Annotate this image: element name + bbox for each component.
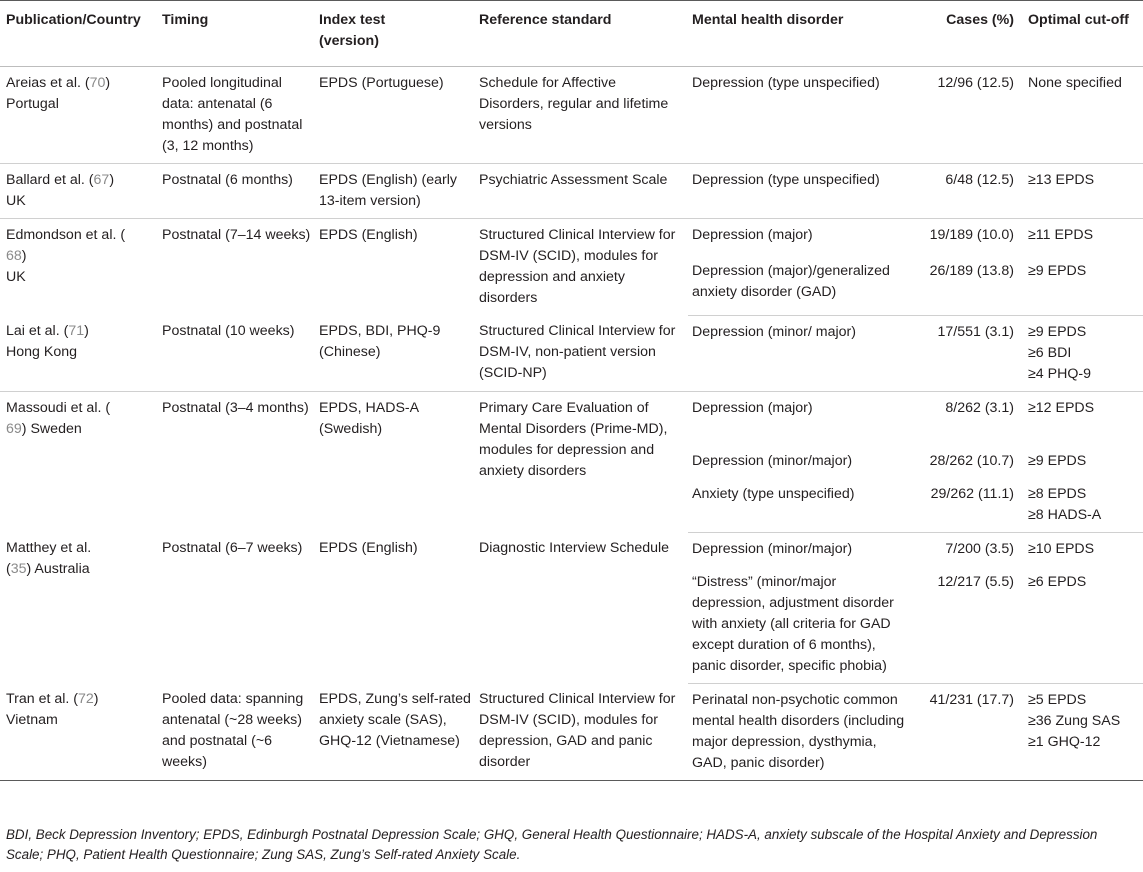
cases-cell: 17/551 (3.1) (910, 315, 1024, 391)
header-row (0, 1, 1143, 67)
reference-standard-cell: Diagnostic Interview Schedule (479, 540, 670, 556)
header-reference: Reference standard (475, 1, 688, 67)
disorder-cell: Depression (major) (692, 399, 813, 416)
timing-cell: Postnatal (6 months) (158, 164, 315, 219)
cutoff-cell: ≥10 EPDS (1028, 540, 1095, 557)
table-footnote (6, 825, 1136, 865)
publication-cell: Edmondson et al. ( 68) UK (0, 219, 158, 316)
cases-cell: 29/262 (11.1) (910, 478, 1024, 533)
reference-link[interactable]: 35 (10, 561, 27, 577)
table-row (0, 67, 1143, 164)
cutoff-cell: ≥5 EPDS ≥36 Zung SAS ≥1 GHQ-12 (1024, 683, 1143, 780)
reference-link[interactable]: 67 (93, 172, 110, 188)
cutoff-cell: ≥9 EPDS ≥6 BDI ≥4 PHQ-9 (1024, 315, 1143, 391)
timing-cell: Postnatal (6–7 weeks) (162, 540, 303, 556)
timing-cell: Postnatal (7–14 weeks) (162, 227, 311, 243)
table-row (0, 532, 1143, 566)
reference-standard-cell: Structured Clinical Interview for DSM-IV, non-patient version (SCID-NP) (475, 315, 688, 391)
header-disorder: Mental health disorder (688, 1, 910, 67)
cutoff-cell: ≥9 EPDS (1028, 452, 1087, 469)
cases-cell: 12/217 (5.5) (910, 566, 1024, 684)
table-row (0, 391, 1143, 445)
publication-cell: Ballard et al. (67) UK (0, 164, 158, 219)
country: Portugal (6, 96, 59, 112)
disorder-cell: “Distress” (minor/major depression, adjustment disorder with anxiety (all criteria for GAD except duration of 6 months), panic disorder, specific phobia) (688, 566, 910, 684)
cutoff-cell: ≥8 EPDS ≥8 HADS-A (1024, 478, 1143, 533)
index-test-cell: EPDS, HADS-A (Swedish) (319, 399, 419, 437)
cases-cell: 8/262 (3.1) (945, 399, 1014, 416)
index-test-cell: EPDS (Portuguese) (315, 67, 475, 164)
publication-cell: Massoudi et al. ( 69) Sweden (6, 399, 111, 437)
header-cases: Cases (%) (910, 1, 1024, 67)
cases-cell: 19/189 (10.0) (929, 227, 1014, 243)
cases-cell: 7/200 (3.5) (945, 540, 1014, 557)
disorder-cell: Depression (minor/ major) (688, 315, 910, 391)
cases-cell: 12/96 (12.5) (910, 67, 1024, 164)
reference-standard-cell: Psychiatric Assessment Scale (475, 164, 688, 219)
index-test-cell: EPDS, Zung’s self-rated anxiety scale (SAS), GHQ-12 (Vietnamese) (315, 683, 475, 780)
reference-standard-cell: Structured Clinical Interview for DSM-IV (SCID), modules for depression and anxiety disorders (479, 227, 676, 306)
timing-cell: Pooled data: spanning antenatal (~28 weeks) and postnatal (~6 weeks) (158, 683, 315, 780)
index-test-cell: EPDS (English) (319, 227, 418, 243)
disorder-cell: Depression (type unspecified) (688, 164, 910, 219)
table-row (0, 315, 1143, 391)
reference-standard-cell: Schedule for Affective Disorders, regular and lifetime versions (475, 67, 688, 164)
publication-cell: Tran et al. (72) Vietnam (0, 683, 158, 780)
reference-link[interactable]: 68 (6, 248, 22, 264)
header-index-test (315, 1, 475, 67)
country: Hong Kong (6, 344, 77, 360)
reference-standard-cell: Structured Clinical Interview for DSM-IV (SCID), modules for depression, GAD and panic disorder (475, 683, 688, 780)
index-test-cell: EPDS (English) (319, 540, 418, 556)
index-test-cell: EPDS (English) (early 13-item version) (315, 164, 475, 219)
disorder-cell: Depression (minor/major) (692, 540, 853, 557)
publication-cell: Lai et al. (71) Hong Kong (0, 315, 158, 391)
cases-cell: 28/262 (10.7) (929, 452, 1014, 469)
disorder-cell: Depression (minor/major) (692, 452, 853, 469)
cutoff-cell: ≥12 EPDS (1028, 399, 1095, 416)
publication-cell: Matthey et al. (35) Australia (6, 540, 92, 577)
header-publication: Publication/Country (0, 1, 158, 67)
footnote-line-1: BDI, Beck Depression Inventory; EPDS, Edinburgh Postnatal Depression Scale; GHQ, General Health Questionnaire; HADS-A, anxiety subscale of the Hospital Anxiety and Depression (6, 827, 1098, 842)
reference-link[interactable]: 72 (78, 691, 94, 707)
cases-cell: 26/189 (13.8) (910, 255, 1024, 315)
disorder-cell: Perinatal non-psychotic common mental health disorders (including major depression, dysthymia, GAD, panic disorder) (688, 683, 910, 780)
table-row (0, 164, 1143, 219)
cases-cell: 41/231 (17.7) (910, 683, 1024, 780)
timing-cell: Postnatal (10 weeks) (158, 315, 315, 391)
header-timing: Timing (158, 1, 315, 67)
cases-cell: 6/48 (12.5) (910, 164, 1024, 219)
header-cutoff: Optimal cut-off (1024, 1, 1143, 67)
reference-link[interactable]: 69 (6, 420, 22, 437)
timing-cell: Postnatal (3–4 months) (162, 399, 309, 416)
country: UK (6, 193, 26, 209)
cutoff-cell: ≥9 EPDS (1024, 255, 1143, 315)
table-row (0, 219, 1143, 256)
disorder-cell: Depression (major)/generalized anxiety disorder (GAD) (688, 255, 910, 315)
cutoff-cell: None specified (1024, 67, 1143, 164)
cutoff-cell: ≥6 EPDS (1024, 566, 1143, 684)
header-index-test-line2: (version) (319, 33, 379, 49)
timing-cell: Pooled longitudinal data: antenatal (6 months) and postnatal (3, 12 months) (158, 67, 315, 164)
reference-standard-cell: Primary Care Evaluation of Mental Disorders (Prime-MD), modules for depression and anxiety disorders (479, 399, 668, 479)
disorder-cell: Depression (major) (692, 227, 813, 243)
country: Sweden (30, 420, 82, 437)
publication-cell: Areias et al. (70) Portugal (0, 67, 158, 164)
footnote-line-2: Scale; PHQ, Patient Health Questionnaire; Zung SAS, Zung’s Self-rated Anxiety Scale. (6, 847, 521, 862)
table-row (0, 683, 1143, 780)
country: Vietnam (6, 712, 58, 728)
reference-link[interactable]: 70 (89, 75, 106, 91)
reference-link[interactable]: 71 (68, 323, 85, 339)
country: UK (6, 269, 26, 285)
country: Australia (34, 561, 90, 577)
disorder-cell: Anxiety (type unspecified) (688, 478, 910, 533)
header-index-test-line1: Index test (319, 12, 386, 28)
disorder-cell: Depression (type unspecified) (688, 67, 910, 164)
cutoff-cell: ≥13 EPDS (1024, 164, 1143, 219)
index-test-cell: EPDS, BDI, PHQ-9 (Chinese) (315, 315, 475, 391)
cutoff-cell: ≥11 EPDS (1028, 227, 1094, 243)
